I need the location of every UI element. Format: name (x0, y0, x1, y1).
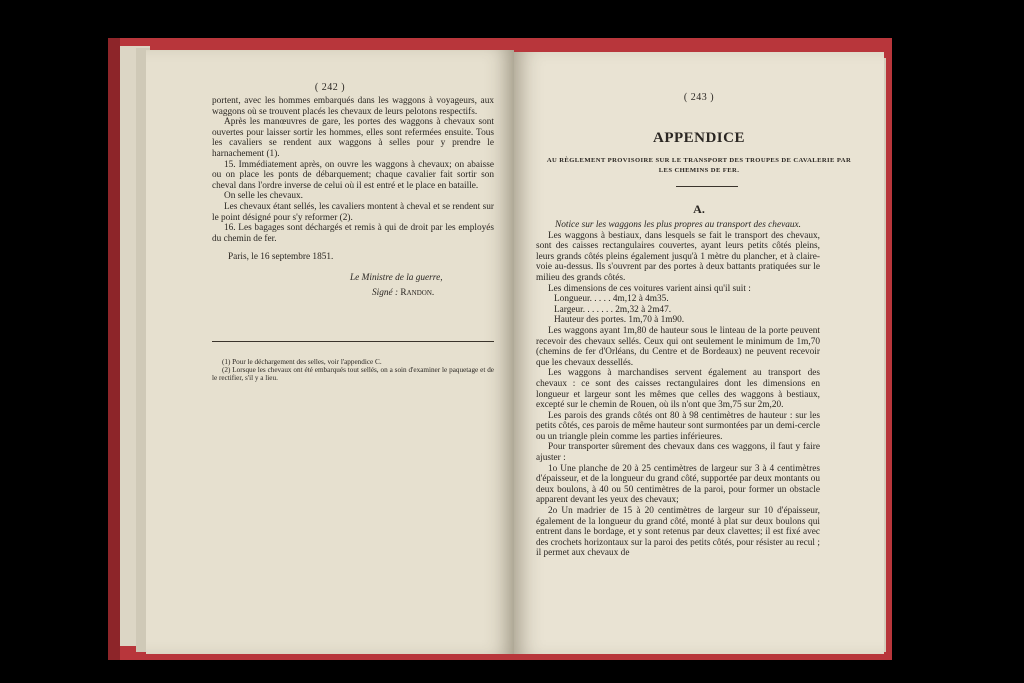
right-paragraph-8: 2o Un madrier de 15 à 20 centimètres de largeur sur 10 d'épaisseur, également de la longueur du grand côté, monté à plat sur deux boulons qui entrent dans le bordage, et y sont retenus par deux clavettes; il est fixé avec des crochets horizontaux sur la paroi des petits côtés, pour résister au recul ; il permet aux chevaux de (536, 506, 820, 559)
date-line: Paris, le 16 septembre 1851. (228, 252, 334, 263)
left-paragraph-3: 15. Immédiatement après, on ouvre les waggons à chevaux; on abaisse ou on place les ponts de débarquement; chaque cavalier fait sortir son cheval dans l'ordre inverse de celui où il est entré et le place en bataille. (212, 159, 494, 191)
right-paragraph-3: Les waggons ayant 1m,80 de hauteur sous le linteau de la porte peuvent recevoir des chevaux sellés. Ceux qui ont seulement le minimum de 1m,70 (chemins de fer d'Orléans, du Centre et de Bordeaux) ne peuvent recevoir que les chevaux dessellés. (536, 325, 820, 368)
book-cover-spine-shade (108, 38, 120, 660)
appendix-subtitle: AU RÈGLEMENT PROVISOIRE SUR LE TRANSPORT DES TROUPES DE CAVALERIE PAR LES CHEMINS DE FER. (546, 157, 852, 174)
signed-label: Signé : (372, 287, 399, 298)
left-paragraph-5: Les chevaux étant sellés, les cavaliers montent à cheval et se rendent sur le point désigné pour s'y reformer (2). (212, 201, 494, 223)
left-page-body (212, 96, 494, 298)
right-paragraph-7: 1o Une planche de 20 à 25 centimètres de largeur sur 3 à 4 centimètres d'épaisseur, et de la longueur du grand côté, supportée par deux montants ou deux boulons, à 40 ou 50 centimètres de la paroi, pour former un obstacle apparent devant les yeux des chevaux; (536, 463, 820, 506)
minister-line: Le Ministre de la guerre, (350, 272, 443, 283)
dimensions-list (554, 294, 820, 326)
right-page (514, 52, 884, 654)
notice-heading: Notice sur les waggons les plus propres au transport des chevaux. (555, 220, 801, 230)
dimension-width: Largeur. . . . . . . 2m,32 à 2m47. (554, 304, 672, 315)
footnote-2: (2) Lorsque les chevaux ont été embarqués tout sellés, on a soin d'examiner le paquetage et de le rectifier, s'il y a lieu. (212, 366, 494, 383)
section-a-heading: A. (693, 202, 705, 216)
footnote-rule (212, 341, 494, 342)
right-paragraph-5: Les parois des grands côtés ont 80 à 98 centimètres de hauteur : sur les petits côtés, ces parois de même hauteur sont surmontées par un demi-cercle ou un triangle plein comme les parties inférieures. (536, 410, 820, 442)
right-paragraph-6: Pour transporter sûrement des chevaux dans ces waggons, il faut y faire ajuster : (536, 442, 820, 464)
appendix-title: APPENDICE (652, 130, 745, 146)
left-paragraph-4: On selle les chevaux. (224, 191, 303, 202)
left-paragraph-6: 16. Les bagages sont déchargés et remis à qui de droit par les employés du chemin de fer. (212, 223, 494, 244)
right-paragraph-1: Les waggons à bestiaux, dans lesquels se fait le transport des chevaux, sont des caisses rectangulaires couvertes, ayant leurs petits côtés pleins, leurs grands côtés pleins également jusqu'à 1 mètre du plancher, et à claire-voie au-dessus. Ils s'ouvrent par des portes à deux battants pratiquées sur le milieu des grands côtés. (536, 230, 820, 283)
dimension-door-height: Hauteur des portes. 1m,70 à 1m90. (554, 315, 685, 326)
left-page-number: ( 242 ) (314, 82, 346, 93)
right-page-body (536, 220, 820, 559)
signed-name: Randon. (400, 287, 435, 298)
left-page (146, 50, 514, 654)
dimension-length: Longueur. . . . . 4m,12 à 4m35. (554, 294, 669, 305)
footnote-1: (1) Pour le déchargement des selles, voir l'appendice C. (222, 358, 382, 366)
right-page-number: ( 243 ) (683, 92, 715, 103)
left-footnotes (212, 358, 494, 383)
right-paragraph-2: Les dimensions de ces voitures varient ainsi qu'il suit : (548, 283, 751, 294)
left-paragraph-1: portent, avec les hommes embarqués dans les waggons à voyageurs, aux waggons où se trouvent placés les chevaux de leurs pelotons respectifs. (212, 96, 494, 117)
title-rule (676, 186, 738, 187)
left-paragraph-2: Après les manœuvres de gare, les portes des waggons à chevaux sont ouvertes pour laisser sortir les hommes, elles sont refermées ensuite. Tous les cavaliers se rendent aux waggons à selles pour y prendre le harnachement (1). (212, 117, 494, 159)
right-paragraph-4: Les waggons à marchandises servent également au transport des chevaux : ce sont des caisses rectangulaires dont les dimensions en longueur et largeur sont les mêmes que celles des waggons à bestiaux, excepté sur le chemin de Rouen, où ils n'ont que 3m,75 sur 2m,20. (536, 368, 820, 411)
